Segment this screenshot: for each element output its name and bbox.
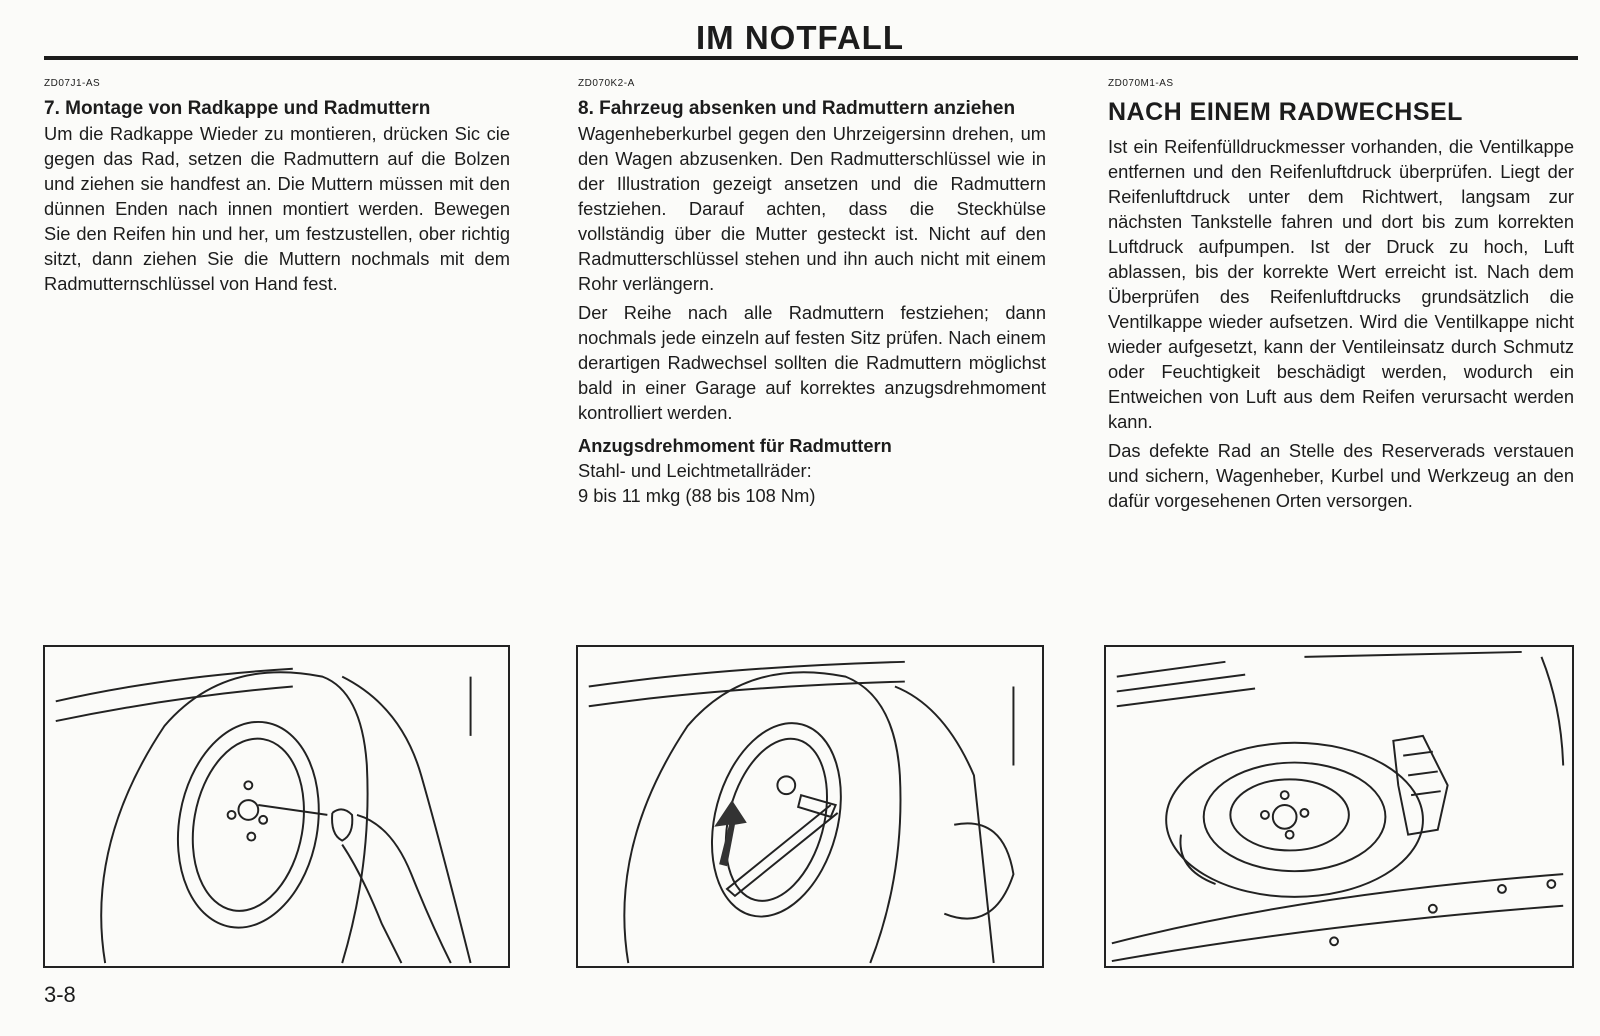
spare-wheel-trunk-illustration [1106, 647, 1572, 966]
page-title: IM NOTFALL [696, 19, 904, 56]
section-paragraph: Ist ein Reifenfülldruckmesser vorhanden, die Ventilkappe entfernen und den Reifenluftdruck überprüfen. Liegt der Reifenluftdruck unter dem Richtwert, langsam zur nächsten Tankstelle fahren und dort bis zum korrekten Luftdruck aufpumpen. Ist der Druck zu hoch, Luft ablassen, bis der korrekte Wert erreicht ist. Nach dem Überprüfen des Reifenluftdrucks grundsätzlich die Ventilkappe wieder aufsetzen. Wird die Ventilkappe nicht wieder aufgesetzt, kann der Ventileinsatz durch Schmutz oder Feuchtigkeit beschädigt werden, wodurch ein Entweichen von Luft aus dem Reifen verursacht werden kann. [1108, 136, 1574, 432]
section-code: ZD070K2-A [578, 78, 635, 89]
wrench-tighten-illustration [578, 647, 1042, 966]
section-body: Um die Radkappe Wieder zu montieren, drücken Sic cie gegen das Rad, setzen die Radmuttern auf die Bolzen und ziehen sie handfest an. Die Muttern müssen mit den dünnen Enden nach innen montiert werden. Bewegen Sie den Reifen hin und her, um festzustellen, ober richtig sitzt, dann ziehen Sie die Muttern nochmals mit dem Radmutternschlüssel von Hand fest. [44, 123, 510, 294]
wheel-mount-illustration [45, 647, 508, 966]
column-wheel-cover-mounting [44, 78, 510, 300]
section-title: NACH EINEM RADWECHSEL [1108, 98, 1463, 126]
page-number: 3-8 [44, 982, 76, 1007]
section-title: 8. Fahrzeug absenken und Radmuttern anziehen [578, 98, 1016, 119]
torque-value: 9 bis 11 mkg (88 bis 108 Nm) [578, 485, 816, 506]
section-code: ZD07J1-AS [44, 78, 101, 89]
section-paragraph: Der Reihe nach alle Radmuttern festziehen; dann nochmals jede einzeln auf festen Sitz prüfen. Nach einem derartigen Radwechsel sollten die Radmuttern möglichst bald in einer Garage auf korrektes anzugsdrehmoment kontrolliert werden. [578, 302, 1046, 423]
torque-title: Anzugsdrehmoment für Radmuttern [578, 435, 892, 456]
section-paragraph: Wagenheberkurbel gegen den Uhrzeigersinn drehen, um den Wagen abzusenken. Den Radmutterschlüssel wie in der Illustration gezeigt ansetzen und die Radmuttern festziehen. Darauf achten, dass die Steckhülse vollständig über die Mutter gesteckt ist. Nicht auf den Radmutterschlüssel stehen und ihn auch nicht mit einem Rohr verlängern. [578, 123, 1046, 294]
section-paragraph: Das defekte Rad an Stelle des Reserverads verstauen und sichern, Wagenheber, Kurbel und Werkzeug an den dafür vorgesehenen Orten versorgen. [1108, 440, 1574, 511]
section-title: 7. Montage von Radkappe und Radmuttern [44, 98, 431, 119]
column-after-wheel-change [1108, 78, 1574, 517]
figure-tighten-wheel-nuts [576, 645, 1044, 968]
section-code: ZD070M1-AS [1108, 78, 1174, 89]
figure-stow-spare-wheel [1104, 645, 1574, 968]
header-rule [44, 56, 1578, 60]
torque-wheel-types: Stahl- und Leichtmetallräder: [578, 460, 812, 481]
figure-mount-wheel-nuts [43, 645, 510, 968]
column-lower-vehicle [578, 78, 1046, 508]
